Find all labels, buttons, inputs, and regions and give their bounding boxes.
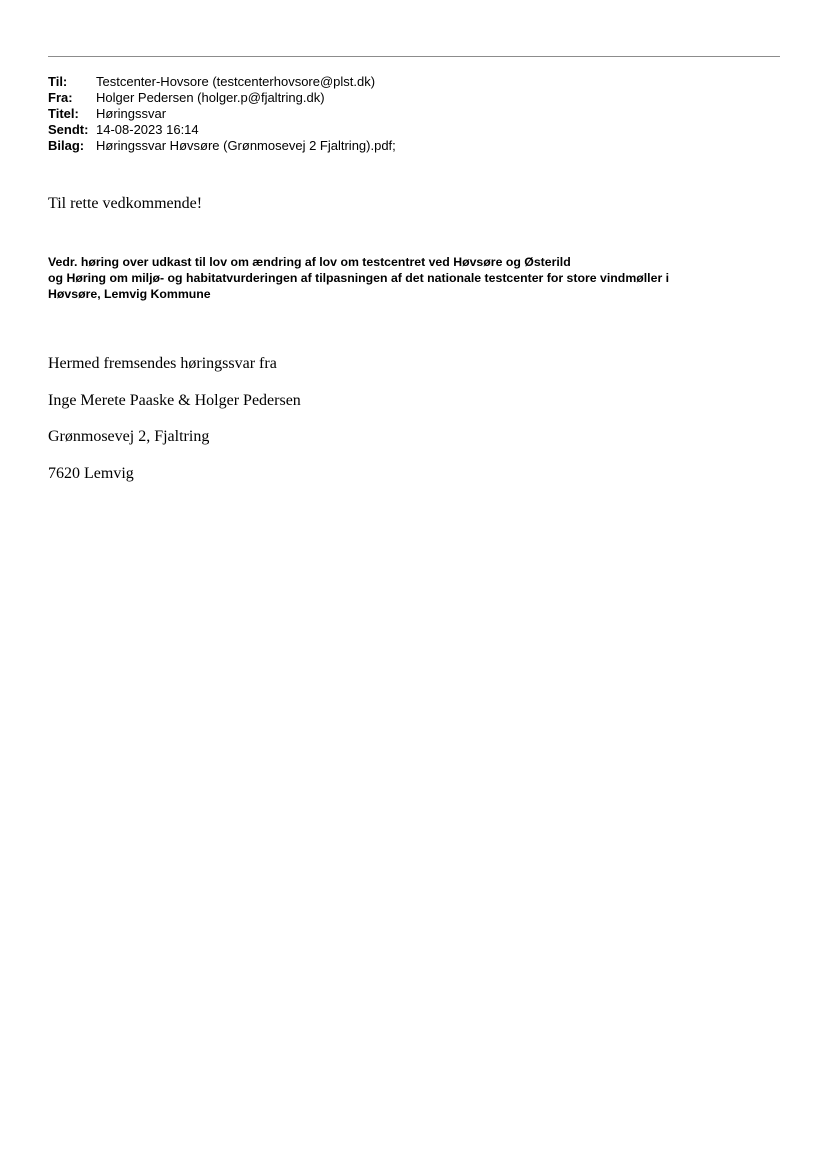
to-value: Testcenter-Hovsore (testcenterhovsore@plst.dk) xyxy=(96,74,376,89)
attachment-label: Bilag: xyxy=(48,138,85,153)
body-intro: Hermed fremsendes høringssvar fra xyxy=(48,355,277,372)
header-row-to xyxy=(48,74,396,90)
subject-block xyxy=(48,254,788,302)
from-value: Holger Pedersen (holger.p@fjaltring.dk) xyxy=(96,90,325,105)
email-header xyxy=(48,74,396,154)
greeting: Til rette vedkommende! xyxy=(48,195,203,212)
sender-street: Grønmosevej 2, Fjaltring xyxy=(48,428,210,445)
header-row-attachment xyxy=(48,138,396,154)
subject-line: og Høring om miljø- og habitatvurderingen af tilpasningen af det nationale testcenter for store vindmøller i xyxy=(48,271,670,285)
title-value: Høringssvar xyxy=(96,106,167,121)
header-row-title xyxy=(48,106,396,122)
sent-label: Sendt: xyxy=(48,122,89,137)
subject-line: Høvsøre, Lemvig Kommune xyxy=(48,287,211,301)
attachment-value: Høringssvar Høvsøre (Grønmosevej 2 Fjaltring).pdf; xyxy=(96,138,396,153)
subject-line: Vedr. høring over udkast til lov om ændring af lov om testcentret ved Høvsøre og Østerild xyxy=(48,255,571,269)
from-label: Fra: xyxy=(48,90,73,105)
sender-city: 7620 Lemvig xyxy=(48,465,134,482)
to-label: Til: xyxy=(48,74,68,89)
header-row-from xyxy=(48,90,396,106)
title-label: Titel: xyxy=(48,106,79,121)
header-divider xyxy=(48,56,780,57)
header-row-sent xyxy=(48,122,396,138)
sent-value: 14-08-2023 16:14 xyxy=(96,122,199,137)
sender-names: Inge Merete Paaske & Holger Pedersen xyxy=(48,392,301,409)
